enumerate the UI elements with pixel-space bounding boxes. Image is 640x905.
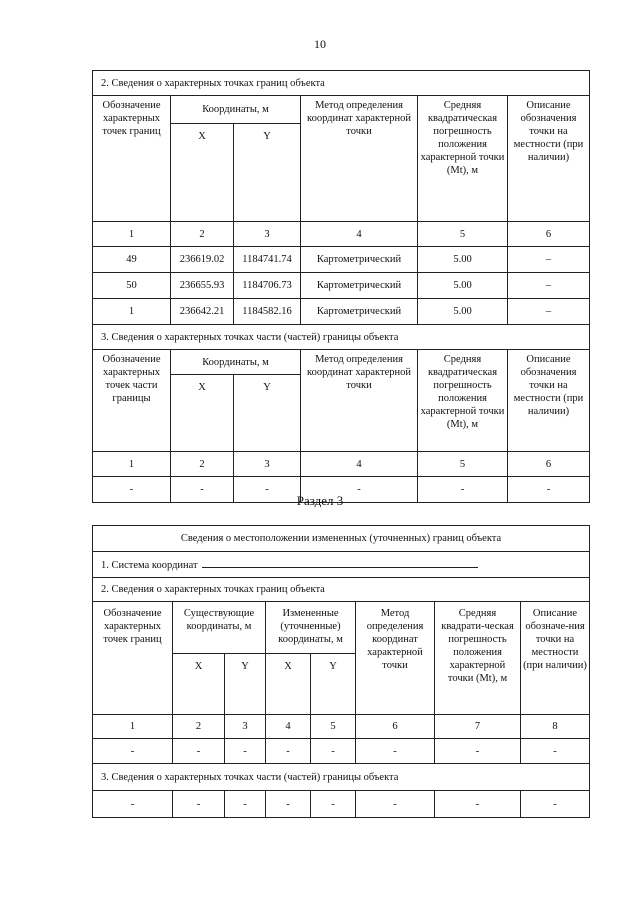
- points-table-1: [92, 70, 590, 503]
- empty-cell: -: [356, 739, 435, 764]
- header-coordinates: Координаты, м: [171, 96, 301, 124]
- header-designation: Обозначение характерных точек границ: [93, 96, 171, 222]
- empty-cell: -: [234, 477, 301, 503]
- points-table-2: [92, 525, 590, 818]
- empty-cell: -: [171, 477, 234, 503]
- col-number: 1: [93, 452, 171, 477]
- section-2-title: 2. Сведения о характерных точках границ объекта: [93, 578, 590, 602]
- col-number: 2: [171, 222, 234, 247]
- error: 5.00: [418, 273, 508, 299]
- error: 5.00: [418, 299, 508, 325]
- empty-cell: -: [93, 739, 173, 764]
- point-id: 49: [93, 247, 171, 273]
- col-number: 5: [311, 715, 356, 739]
- col-number: 1: [93, 222, 171, 247]
- table-title: Сведения о местоположении измененных (уточненных) границ объекта: [93, 526, 590, 552]
- col-number: 6: [508, 452, 590, 477]
- header-error: Средняя квадратическая погрешность положения характерной точки (Mt), м: [418, 96, 508, 222]
- coord-system-blank: [202, 557, 478, 568]
- coord-y: 1184582.16: [234, 299, 301, 325]
- col-number: 6: [356, 715, 435, 739]
- col-number: 4: [301, 452, 418, 477]
- empty-cell: -: [266, 791, 311, 818]
- point-id: 1: [93, 299, 171, 325]
- empty-cell: -: [418, 477, 508, 503]
- empty-cell: -: [93, 791, 173, 818]
- table-row: [93, 791, 590, 818]
- header-method: Метод определения координат характерной точки: [301, 96, 418, 222]
- header-y: Y: [311, 654, 356, 715]
- coord-system-label: 1. Система координат: [101, 560, 198, 571]
- empty-cell: -: [311, 739, 356, 764]
- section-2-title: 2. Сведения о характерных точках границ объекта: [93, 71, 590, 96]
- empty-cell: -: [435, 791, 521, 818]
- col-number: 7: [435, 715, 521, 739]
- header-description: Описание обозначения точки на местности (при наличии): [508, 350, 590, 452]
- col-number: 8: [521, 715, 590, 739]
- empty-cell: -: [301, 477, 418, 503]
- coord-y: 1184741.74: [234, 247, 301, 273]
- empty-cell: -: [225, 791, 266, 818]
- col-number: 2: [171, 452, 234, 477]
- description: –: [508, 247, 590, 273]
- col-number: 5: [418, 452, 508, 477]
- empty-cell: -: [311, 791, 356, 818]
- col-number: 4: [266, 715, 311, 739]
- empty-cell: -: [266, 739, 311, 764]
- table-row: [93, 273, 590, 299]
- col-number: 3: [234, 222, 301, 247]
- empty-cell: -: [93, 477, 171, 503]
- header-x: X: [173, 654, 225, 715]
- header-y: Y: [225, 654, 266, 715]
- empty-cell: -: [356, 791, 435, 818]
- col-number: 3: [234, 452, 301, 477]
- col-number: 1: [93, 715, 173, 739]
- col-number: 3: [225, 715, 266, 739]
- header-y: Y: [234, 124, 301, 222]
- section-heading: Раздел 3: [296, 493, 344, 508]
- header-method: Метод определения координат характерной точки: [301, 350, 418, 452]
- coord-x: 236655.93: [171, 273, 234, 299]
- coord-y: 1184706.73: [234, 273, 301, 299]
- header-x: X: [266, 654, 311, 715]
- col-number: 4: [301, 222, 418, 247]
- header-existing: Существующие координаты, м: [173, 602, 266, 654]
- empty-cell: -: [173, 791, 225, 818]
- table-row: [93, 247, 590, 273]
- empty-cell: -: [435, 739, 521, 764]
- description: –: [508, 273, 590, 299]
- coord-system-row: [93, 552, 590, 578]
- empty-cell: -: [521, 791, 590, 818]
- empty-cell: -: [225, 739, 266, 764]
- header-error: Средняя квадратическая погрешность положения характерной точки (Mt), м: [418, 350, 508, 452]
- header-method: Метод определения координат характерной точки: [356, 602, 435, 715]
- col-number: 2: [173, 715, 225, 739]
- point-id: 50: [93, 273, 171, 299]
- table-row: [93, 299, 590, 325]
- header-designation: Обозначение характерных точек границ: [93, 602, 173, 715]
- method: Картометрический: [301, 299, 418, 325]
- description: –: [508, 299, 590, 325]
- col-number: 6: [508, 222, 590, 247]
- header-description: Описание обозначе-ния точки на местности (при наличии): [521, 602, 590, 715]
- empty-cell: -: [173, 739, 225, 764]
- empty-cell: -: [521, 739, 590, 764]
- col-number: 5: [418, 222, 508, 247]
- header-designation: Обозначение характерных точек части границы: [93, 350, 171, 452]
- header-x: X: [171, 375, 234, 452]
- coord-x: 236642.21: [171, 299, 234, 325]
- header-error: Средняя квадрати-ческая погрешность положения характерной точки (Mt), м: [435, 602, 521, 715]
- header-changed: Измененные (уточненные) координаты, м: [266, 602, 356, 654]
- method: Картометрический: [301, 273, 418, 299]
- table-row: [93, 739, 590, 764]
- header-coordinates: Координаты, м: [171, 350, 301, 375]
- page-number: 10: [314, 37, 326, 51]
- section-3-title: 3. Сведения о характерных точках части (частей) границы объекта: [93, 325, 590, 350]
- section-3-title: 3. Сведения о характерных точках части (частей) границы объекта: [93, 764, 590, 791]
- method: Картометрический: [301, 247, 418, 273]
- error: 5.00: [418, 247, 508, 273]
- empty-cell: -: [508, 477, 590, 503]
- header-description: Описание обозначения точки на местности (при наличии): [508, 96, 590, 222]
- header-y: Y: [234, 375, 301, 452]
- header-x: X: [171, 124, 234, 222]
- coord-x: 236619.02: [171, 247, 234, 273]
